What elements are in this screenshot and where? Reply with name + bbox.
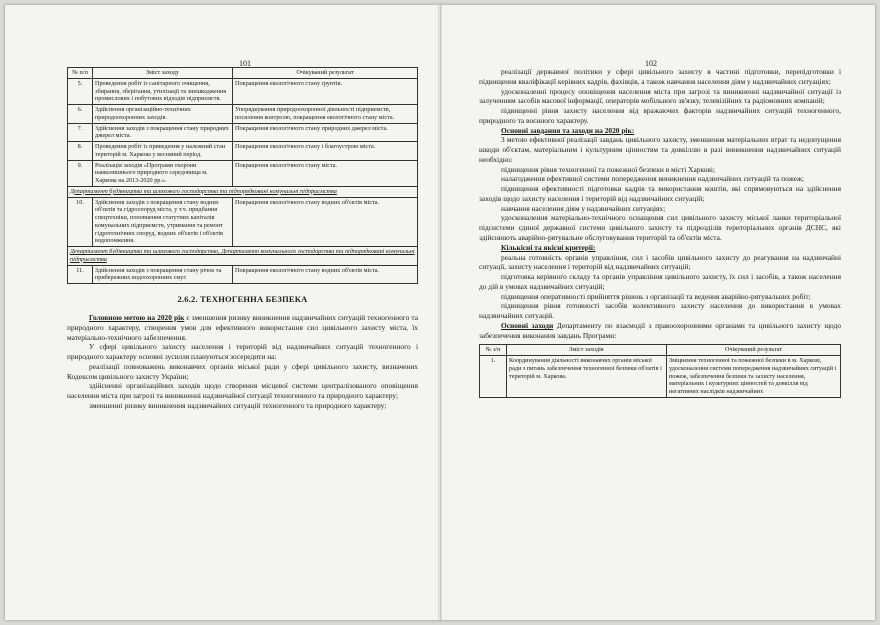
- table-section-label: Департамент будівництва та шляхового господарства, Департамент комунального господарства та підпорядковані комунальні підприємства: [68, 247, 418, 266]
- header-measure: Зміст заходу: [93, 68, 233, 79]
- table-section-label: Департамент будівництва та шляхового господарства та підпорядковані комунальні підприємства: [68, 186, 418, 197]
- left-page: [5, 5, 440, 620]
- table-section-row: [68, 186, 418, 197]
- measures-intro: [479, 321, 841, 341]
- table-row: [68, 142, 418, 161]
- tasks-paragraph: налагодження ефективної системи попередження виникнення надзвичайних ситуацій та пожеж;: [501, 174, 805, 184]
- header-measure: Зміст заходів: [507, 345, 667, 356]
- table-cell-num: 6.: [68, 105, 93, 124]
- table-cell-result: Покращення екологічного стану водних об'єктів міста.: [233, 197, 418, 247]
- tasks-paragraph: навчання населення діям у надзвичайних ситуаціях;: [501, 203, 666, 213]
- left-paragraph: У сфері цивільного захисту населення і територій від надзвичайних ситуацій техногенного і природного характеру основні зусилля плануються зосередити на:: [67, 342, 418, 362]
- measures-text: Департаменту по взаємодії з правоохоронними органами та цивільного захисту щодо забезпечення виконання завдань Програми:: [479, 320, 841, 340]
- header-result: Очікуваний результат: [233, 68, 418, 79]
- right-measures-table: [479, 344, 841, 398]
- table-row: [68, 105, 418, 124]
- left-paragraph: зменшенні ризику виникнення надзвичайних ситуацій техногенного та природного характеру;: [89, 400, 387, 410]
- table-cell-result: Упорядкування природоохоронної діяльності підприємств, посилення контролю, покращення екологічного стану міста.: [233, 105, 418, 124]
- right-paragraph: удосконаленні процесу оповіщення населення міста при загрозі та виникненні надзвичайної ситуації із залученням засобів масової інформації, операторів мобільного зв'язку, телевізійних та радіомовних компаній;: [479, 86, 841, 106]
- tasks-paragraph: удосконалення матеріально-технічного оснащення сил цивільного захисту міської ланки територіальної підсистеми єдиної державної системи цивільного захисту та підрозділів територіальних органів ДСНС, які здійснюють аварійно-рятувальне обслуговування територій та об'єктів міста.: [479, 213, 841, 243]
- tasks-paragraph: підвищення рівня техногенної та пожежної безпеки в місті Харкові;: [501, 164, 716, 174]
- table-cell-measure: Координування діяльності виконавчих органів міської ради з питань забезпечення техногенної безпеки об'єктів і територій м. Харкова.: [507, 356, 667, 398]
- table-cell-result: Зміцнення техногенної та пожежної безпеки в м. Харкові, удосконалення системи попередження надзвичайних ситуацій і пожеж, забезпечення безпеки та захисту населення, матеріальних і культурних цінностей та довкілля від негативних наслідків надзвичайних: [667, 356, 841, 398]
- left-paragraph: здійсненні організаційних заходів щодо створення місцевої системи централізованого оповіщення населення міста при загрозі та виникненні надзвичайної ситуації техногенного та природного характеру;: [67, 381, 418, 401]
- criteria-paragraph: підвищення рівня готовності засобів колективного захисту населення до використання в умовах надзвичайних ситуацій.: [479, 301, 841, 321]
- right-page: [440, 5, 875, 620]
- tasks-paragraph: З метою ефективної реалізації завдань цивільного захисту, зменшення матеріальних втрат та недопущення шкоди об'єктам, матеріальним і культурним цінностям та довкіллю в разі виникнення надзвичайних ситуацій необхідно:: [479, 135, 841, 164]
- table-cell-result: Покращення екологічного стану і благоустрою міста.: [233, 142, 418, 161]
- right-paragraph: реалізації державної політики у сфері цивільного захисту в частині підготовки, перепідготовки і підвищення кваліфікації керівних кадрів, фахівців, а також навчання населення діям у надзвичайних ситуаціях;: [479, 67, 841, 86]
- table-cell-result: Покращення екологічного стану міста.: [233, 160, 418, 186]
- table-cell-num: 10.: [68, 197, 93, 247]
- table-cell-num: 7.: [68, 123, 93, 142]
- goal-label: Головною метою на 2020 рік: [89, 313, 185, 322]
- left-measures-table: [67, 67, 418, 284]
- criteria-heading: Кількісні та якісні критерії:: [501, 242, 596, 252]
- table-cell-measure: Проведення робіт із приведення у належний стан територій м. Харкова у весняний період.: [93, 142, 233, 161]
- right-page-number: 102: [645, 59, 657, 68]
- table-row: [480, 356, 841, 398]
- table-cell-measure: Здійснення заходів з покращення стану водних об'єктів та гідроспоруд міста, у т.ч. придбання спецтехніки, поповнення статутних капіталів комунальних підприємств, утримання та ремонт гідротехнічних споруд, водних об'єктів і об'єктів водопонження.: [93, 197, 233, 247]
- left-page-number: 101: [239, 59, 251, 68]
- goal-paragraph: [67, 313, 418, 342]
- criteria-paragraph: підвищення оперативності прийняття рішень з організації та ведення аварійно-рятувальних робіт;: [501, 291, 811, 301]
- table-cell-num: 5.: [68, 78, 93, 104]
- table-row: [68, 78, 418, 104]
- right-table-header-row: [480, 345, 841, 356]
- document-spread: [5, 5, 875, 620]
- table-cell-num: 8.: [68, 142, 93, 161]
- left-table-header-row: [68, 68, 418, 79]
- table-section-row: [68, 247, 418, 266]
- table-row: [68, 123, 418, 142]
- header-num: № п/п: [68, 68, 93, 79]
- table-row: [68, 160, 418, 186]
- table-cell-measure: Реалізація заходів «Програми охорони навколишнього природного середовища м. Харкова на 2013-2020 рр.».: [93, 160, 233, 186]
- table-cell-measure: Проведення робіт із санітарного очищення, збирання, зберігання, утилізації та знешкодження промислових і побутових відходів підприємств.: [93, 78, 233, 104]
- table-cell-result: Покращення екологічного стану водних об'єктів міста.: [233, 265, 418, 284]
- tasks-heading: Основні завдання та заходи на 2020 рік:: [501, 125, 635, 135]
- table-cell-measure: Здійснення заходів з покращення стану природних джерел міста.: [93, 123, 233, 142]
- section-heading: 2.6.2. ТЕХНОГЕННА БЕЗПЕКА: [177, 294, 308, 304]
- measures-label: Основні заходи: [501, 320, 554, 330]
- goal-text: є зменшення ризику виникнення надзвичайних ситуацій техногенного та природного характеру, створення умов для ефективного використання сил цивільного захисту міста, їх матеріально-технічного забезпечення.: [67, 313, 418, 342]
- left-paragraph: реалізації повноважень виконавчих органів міської ради у сфері цивільного захисту, визначених Кодексом цивільного захисту України;: [67, 361, 418, 381]
- table-cell-num: 1.: [480, 356, 507, 398]
- header-result: Очікуваний результат: [667, 345, 841, 356]
- table-cell-measure: Здійснення заходів з покращення стану річок та прибережних водоохоронних смуг.: [93, 265, 233, 284]
- table-row: [68, 265, 418, 284]
- criteria-paragraph: підготовка керівного складу та органів управління цивільного захисту, їх сил і засобів, а також населення до дій в умовах надзвичайних ситуацій;: [479, 272, 841, 291]
- table-row: [68, 197, 418, 247]
- table-cell-result: Покращення екологічного стану природних джерел міста.: [233, 123, 418, 142]
- tasks-paragraph: підвищення ефективності підготовки кадрів та використання коштів, які спрямовуються на здійснення заходів щодо захисту населення і територій від надзвичайних ситуацій;: [479, 184, 841, 203]
- table-cell-measure: Здійснення організаційно-технічних природоохоронних заходів.: [93, 105, 233, 124]
- right-paragraph: підвищенні рівня захисту населення від вражаючих факторів надзвичайних ситуацій техногенного, природного та воєнного характеру.: [479, 106, 841, 125]
- table-cell-num: 9.: [68, 160, 93, 186]
- table-cell-num: 11.: [68, 265, 93, 284]
- criteria-paragraph: реальна готовність органів управління, сил і засобів цивільного захисту до реагування на надзвичайні ситуації, захисту населення і територій від надзвичайних ситуацій;: [479, 252, 841, 272]
- table-cell-result: Покращення екологічного стану ґрунтів.: [233, 78, 418, 104]
- header-num: № з/п: [480, 345, 507, 356]
